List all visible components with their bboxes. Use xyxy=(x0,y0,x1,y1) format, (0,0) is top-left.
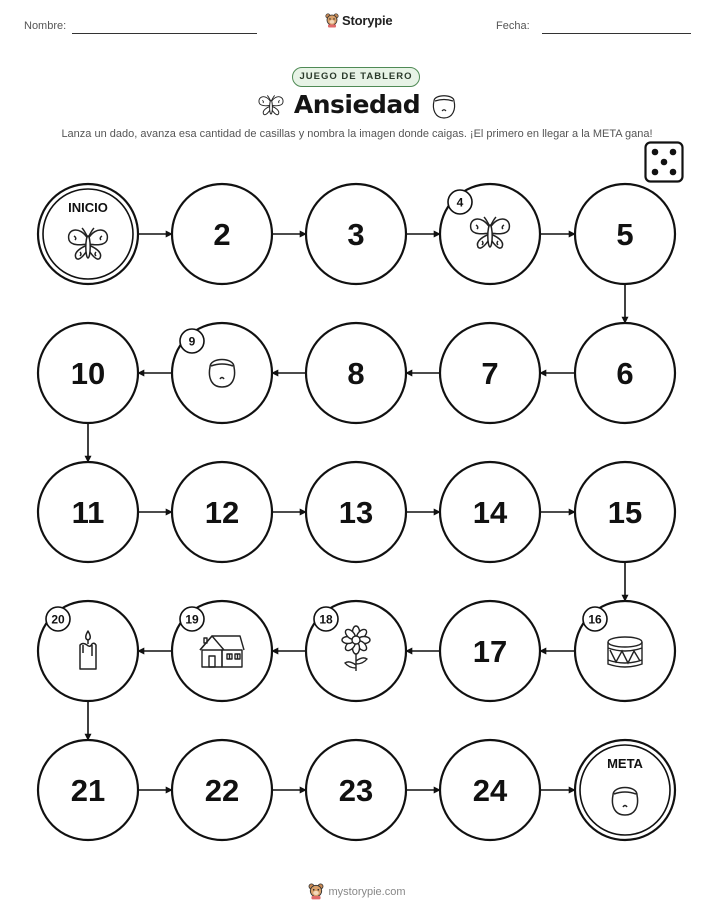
board-space-24 xyxy=(440,740,540,840)
board-space-17 xyxy=(440,601,540,701)
game-type-badge: JUEGO DE TABLERO xyxy=(292,67,420,87)
name-label: Nombre: xyxy=(24,20,67,32)
board-space-18 xyxy=(306,601,406,701)
board-space-9 xyxy=(172,323,272,423)
board-space-11 xyxy=(38,462,138,562)
board-space-22 xyxy=(172,740,272,840)
space-number: 23 xyxy=(338,773,374,808)
board-space-14 xyxy=(440,462,540,562)
space-number: 21 xyxy=(70,773,106,808)
board-space-23 xyxy=(306,740,406,840)
space-number: 7 xyxy=(481,356,499,391)
board-space-15 xyxy=(575,462,675,562)
board-space-3 xyxy=(306,184,406,284)
space-number: 14 xyxy=(472,495,508,530)
date-label: Fecha: xyxy=(496,20,530,32)
board-space-19 xyxy=(172,601,272,701)
board-space-16 xyxy=(575,601,675,701)
space-number-badge xyxy=(448,190,472,214)
board-space-21 xyxy=(38,740,138,840)
board-space-20 xyxy=(38,601,138,701)
space-number-badge xyxy=(180,329,204,353)
space-number: 24 xyxy=(472,773,508,808)
space-number: 8 xyxy=(347,356,365,391)
space-number-badge xyxy=(314,607,338,631)
space-number: 22 xyxy=(204,773,240,808)
brand-name: Storypie xyxy=(342,13,393,28)
board-space-12 xyxy=(172,462,272,562)
space-number-badge xyxy=(583,607,607,631)
space-number-badge xyxy=(180,607,204,631)
space-number-badge xyxy=(46,607,70,631)
board-space-8 xyxy=(306,323,406,423)
board-space-2 xyxy=(172,184,272,284)
board-space-13 xyxy=(306,462,406,562)
space-number: 5 xyxy=(616,217,634,252)
page-title: Ansiedad xyxy=(293,90,421,119)
svg-text:4: 4 xyxy=(456,195,464,210)
space-number: 13 xyxy=(338,495,374,530)
svg-text:18: 18 xyxy=(319,612,333,627)
space-number: 15 xyxy=(607,495,643,530)
footer xyxy=(0,883,714,900)
space-number: 17 xyxy=(472,634,508,669)
space-number: 2 xyxy=(213,217,231,252)
svg-text:9: 9 xyxy=(188,334,196,349)
start-label: INICIO xyxy=(68,200,108,215)
footer-url[interactable]: mystorypie.com xyxy=(328,885,406,898)
finish-space xyxy=(575,740,675,840)
svg-text:20: 20 xyxy=(51,612,65,627)
space-number: 10 xyxy=(70,356,106,391)
start-space xyxy=(38,184,138,284)
space-number: 11 xyxy=(71,495,105,530)
svg-text:19: 19 xyxy=(185,612,199,627)
game-instructions: Lanza un dado, avanza esa cantidad de casillas y nombra la imagen donde caigas. ¡El primero en llegar a la META gana! xyxy=(61,128,653,140)
space-number: 6 xyxy=(616,356,634,391)
board-space-7 xyxy=(440,323,540,423)
board-space-4 xyxy=(440,184,540,284)
board-space-6 xyxy=(575,323,675,423)
space-number: 3 xyxy=(347,217,365,252)
board-space-5 xyxy=(575,184,675,284)
board-space-10 xyxy=(38,323,138,423)
svg-text:16: 16 xyxy=(588,612,602,627)
bear-mascot-icon xyxy=(308,883,324,900)
finish-label: META xyxy=(607,756,643,771)
space-number: 12 xyxy=(204,495,240,530)
